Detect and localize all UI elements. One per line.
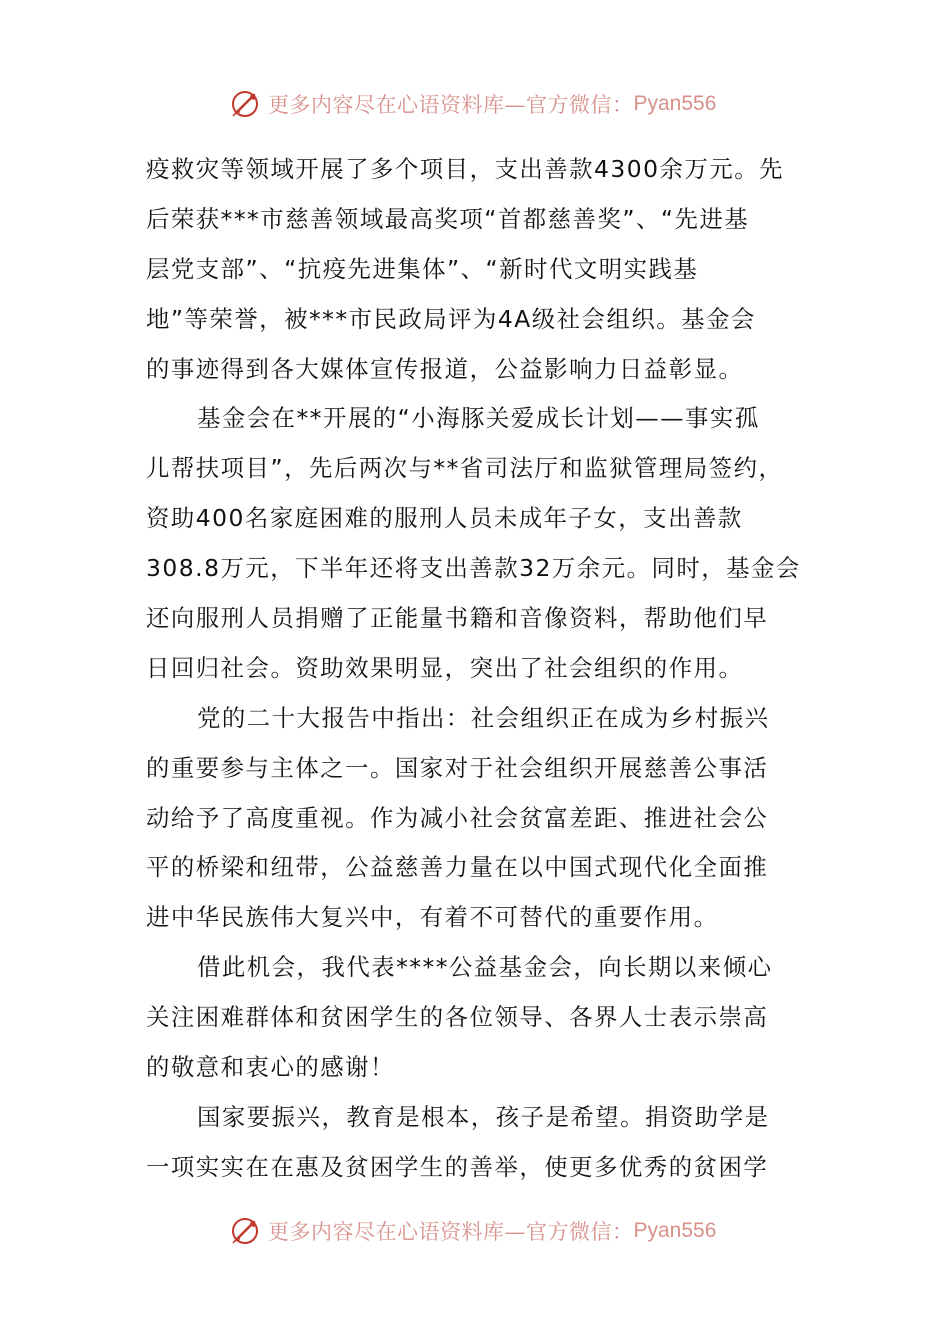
text-line: 一项实实在在惠及贫困学生的善举，使更多优秀的贫困学 xyxy=(146,1152,769,1181)
watermark-wechat-id: Pyan556 xyxy=(633,1219,717,1242)
text-line: 资助400名家庭困难的服刑人员未成年子女，支出善款 xyxy=(146,504,743,533)
text-line: 平的桥梁和纽带，公益慈善力量在以中国式现代化全面推 xyxy=(146,853,769,882)
footer-watermark xyxy=(228,1211,716,1251)
text-line: 儿帮扶项目”，先后两次与**省司法厅和监狱管理局签约， xyxy=(146,454,784,483)
text-line: 借此机会，我代表****公益基金会，向长期以来倾心 xyxy=(197,953,773,982)
text-line: 动给予了高度重视。作为减小社会贫富差距、推进社会公 xyxy=(146,803,769,832)
text-line: 还向服刑人员捐赠了正能量书籍和音像资料，帮助他们早 xyxy=(146,604,769,633)
text-line: 国家要振兴，教育是根本，孩子是希望。捐资助学是 xyxy=(197,1102,770,1131)
document-body xyxy=(146,145,814,1193)
text-line: 层党支部”、“抗疫先进集体”、“新时代文明实践基 xyxy=(146,254,699,283)
text-line: 地”等荣誉，被***市民政局评为4A级社会组织。基金会 xyxy=(146,304,756,333)
text-line: 后荣获***市慈善领域最高奖项“首都慈善奖”、“先进基 xyxy=(146,204,750,233)
text-line: 的事迹得到各大媒体宣传报道，公益影响力日益彰显。 xyxy=(146,354,744,383)
text-line: 进中华民族伟大复兴中，有着不可替代的重要作用。 xyxy=(146,903,719,932)
watermark-text: 更多内容尽在心语资料库—官方微信： xyxy=(268,93,634,117)
text-line: 308.8万元，下半年还将支出善款32万余元。同时，基金会 xyxy=(146,554,801,583)
text-line: 关注困难群体和贫困学生的各位领导、各界人士表示崇高 xyxy=(146,1003,769,1032)
watermark-wechat-id: Pyan556 xyxy=(633,92,717,115)
header-watermark xyxy=(228,84,716,124)
text-line: 基金会在**开展的“小海豚关爱成长计划——事实孤 xyxy=(197,404,760,433)
watermark-text: 更多内容尽在心语资料库—官方微信： xyxy=(268,1220,634,1244)
text-line: 党的二十大报告中指出：社会组织正在成为乡村振兴 xyxy=(197,703,770,732)
text-line: 的重要参与主体之一。国家对于社会组织开展慈善公事活 xyxy=(146,753,769,782)
pen-logo-icon xyxy=(228,87,262,121)
text-line: 日回归社会。资助效果明显，突出了社会组织的作用。 xyxy=(146,653,744,682)
text-line: 的敬意和衷心的感谢！ xyxy=(146,1053,395,1082)
pen-logo-icon xyxy=(228,1214,262,1248)
text-line: 疫救灾等领域开展了多个项目，支出善款4300余万元。先 xyxy=(146,155,785,183)
